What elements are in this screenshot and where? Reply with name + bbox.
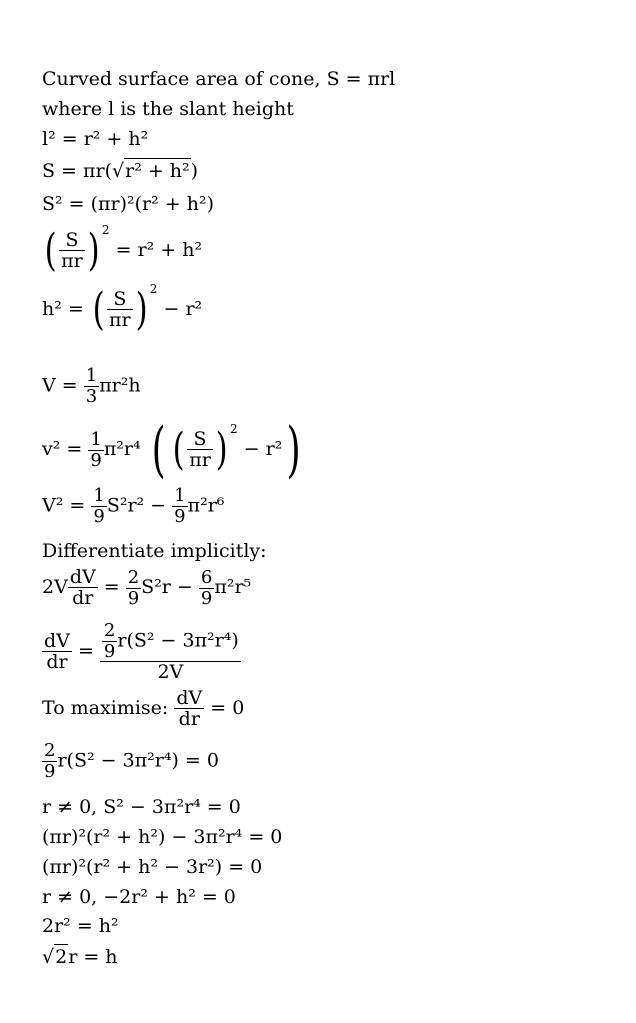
line-derivative	[42, 568, 251, 608]
text: v² =	[42, 438, 83, 460]
right-paren: )	[135, 284, 148, 335]
text: r(S² − 3π²r⁴)	[117, 629, 239, 652]
text: V² =	[42, 494, 86, 517]
denominator: 9	[103, 641, 116, 662]
text: S²r −	[141, 576, 193, 598]
text: (πr)²(r² + h² − 3r²) = 0	[42, 856, 263, 878]
numerator: 2	[44, 740, 56, 761]
line-differentiate	[42, 542, 267, 561]
line-v-squared-expanded	[42, 415, 306, 485]
fraction	[172, 487, 187, 526]
text: − r²	[163, 298, 203, 320]
numerator	[100, 622, 241, 661]
line-slant-height	[42, 100, 294, 119]
sqrt: √r² + h²	[112, 160, 190, 182]
text: S²r² −	[106, 494, 167, 517]
line-s-squared	[42, 195, 214, 214]
radicand: r² + h²	[125, 160, 190, 182]
line-maximise	[42, 689, 244, 729]
line-relation	[42, 917, 119, 936]
fraction	[199, 566, 214, 609]
text: =	[103, 576, 120, 598]
text: V =	[42, 374, 78, 397]
line-factor	[42, 858, 262, 877]
line-substitute	[42, 828, 282, 847]
numerator: dV	[176, 687, 203, 709]
fraction	[88, 428, 103, 471]
text: )	[190, 160, 199, 182]
text: = r² + h²	[115, 239, 203, 261]
denominator: πr	[61, 250, 83, 272]
numerator: S	[113, 288, 127, 310]
text: r ≠ 0, −2r² + h² = 0	[42, 886, 236, 908]
denominator: 9	[90, 449, 102, 471]
text: = 0	[210, 697, 245, 719]
text: π²r⁶	[187, 494, 225, 517]
line-result	[42, 948, 118, 967]
text: Differentiate implicitly:	[42, 540, 267, 562]
line-dv-dr	[42, 622, 241, 682]
text: S² = (πr)²(r² + h²)	[42, 193, 215, 215]
fraction	[42, 632, 72, 672]
right-paren: )	[215, 424, 228, 475]
text: πr²h	[99, 374, 141, 397]
text: r(S² − 3π²r⁴) = 0	[57, 749, 219, 772]
denominator: 9	[174, 506, 186, 527]
numerator: 6	[200, 566, 213, 588]
text: =	[77, 640, 94, 662]
fraction	[126, 566, 141, 609]
text: r ≠ 0, S² − 3π²r⁴ = 0	[42, 796, 241, 818]
text: (πr)²(r² + h²) − 3π²r⁴ = 0	[42, 826, 283, 848]
right-paren: )	[87, 225, 100, 276]
line-set-zero	[42, 742, 219, 781]
numerator: dV	[44, 630, 70, 652]
line-v-squared	[42, 487, 224, 526]
denominator: dr	[42, 651, 72, 672]
text: To maximise:	[42, 697, 169, 719]
sqrt: √2	[42, 946, 68, 968]
text: h² =	[42, 298, 84, 320]
numerator: S	[65, 229, 79, 251]
radicand: 2	[55, 946, 68, 968]
line-simplify	[42, 888, 236, 907]
numerator: 1	[93, 485, 105, 506]
line-volume	[42, 367, 141, 406]
text: l² = r² + h²	[42, 128, 149, 150]
fraction	[107, 290, 133, 330]
numerator: 1	[85, 365, 98, 386]
line-pythagoras	[42, 130, 148, 149]
fraction	[100, 622, 241, 682]
fraction	[187, 430, 213, 470]
left-paren: (	[92, 284, 105, 335]
text: Curved surface area of cone, S = πrl	[42, 68, 396, 90]
exponent: 2	[149, 282, 158, 296]
line-surface-area	[42, 70, 395, 89]
denominator: dr	[68, 587, 98, 608]
denominator: 2V	[100, 661, 241, 682]
exponent: 2	[101, 223, 110, 237]
numerator: S	[193, 428, 207, 450]
denominator: πr	[189, 449, 211, 471]
text: 2V	[42, 576, 68, 598]
numerator: 2	[127, 566, 140, 588]
text: 2r² = h²	[42, 915, 119, 937]
fraction	[91, 487, 106, 526]
text: − r²	[243, 438, 283, 460]
text: S = πr(	[42, 160, 112, 182]
left-paren: (	[44, 225, 57, 276]
denominator: 3	[85, 386, 98, 407]
line-s-sqrt	[42, 162, 198, 181]
left-paren: (	[172, 424, 185, 475]
fraction	[84, 367, 99, 406]
numerator: 1	[174, 485, 186, 506]
text: where l is the slant height	[42, 98, 294, 120]
text: π²r⁵	[214, 576, 252, 598]
fraction	[174, 689, 204, 729]
text: r = h	[68, 946, 118, 968]
exponent: 2	[230, 422, 238, 436]
line-h-squared	[42, 282, 203, 335]
denominator: πr	[109, 309, 131, 331]
denominator: 9	[127, 587, 140, 609]
numerator: 2	[103, 620, 116, 641]
text: π²r⁴	[103, 438, 141, 460]
fraction	[59, 231, 85, 271]
denominator: dr	[174, 708, 204, 729]
numerator: 1	[90, 428, 102, 450]
numerator: dV	[69, 566, 96, 588]
denominator: 9	[93, 506, 105, 527]
denominator: 9	[200, 587, 213, 609]
left-paren: (	[151, 415, 166, 485]
right-paren: )	[287, 415, 302, 485]
fraction	[42, 742, 57, 781]
denominator: 9	[44, 761, 56, 782]
fraction	[68, 568, 98, 608]
line-r-nonzero	[42, 798, 241, 817]
line-ratio-squared	[42, 223, 203, 276]
fraction	[102, 622, 117, 661]
